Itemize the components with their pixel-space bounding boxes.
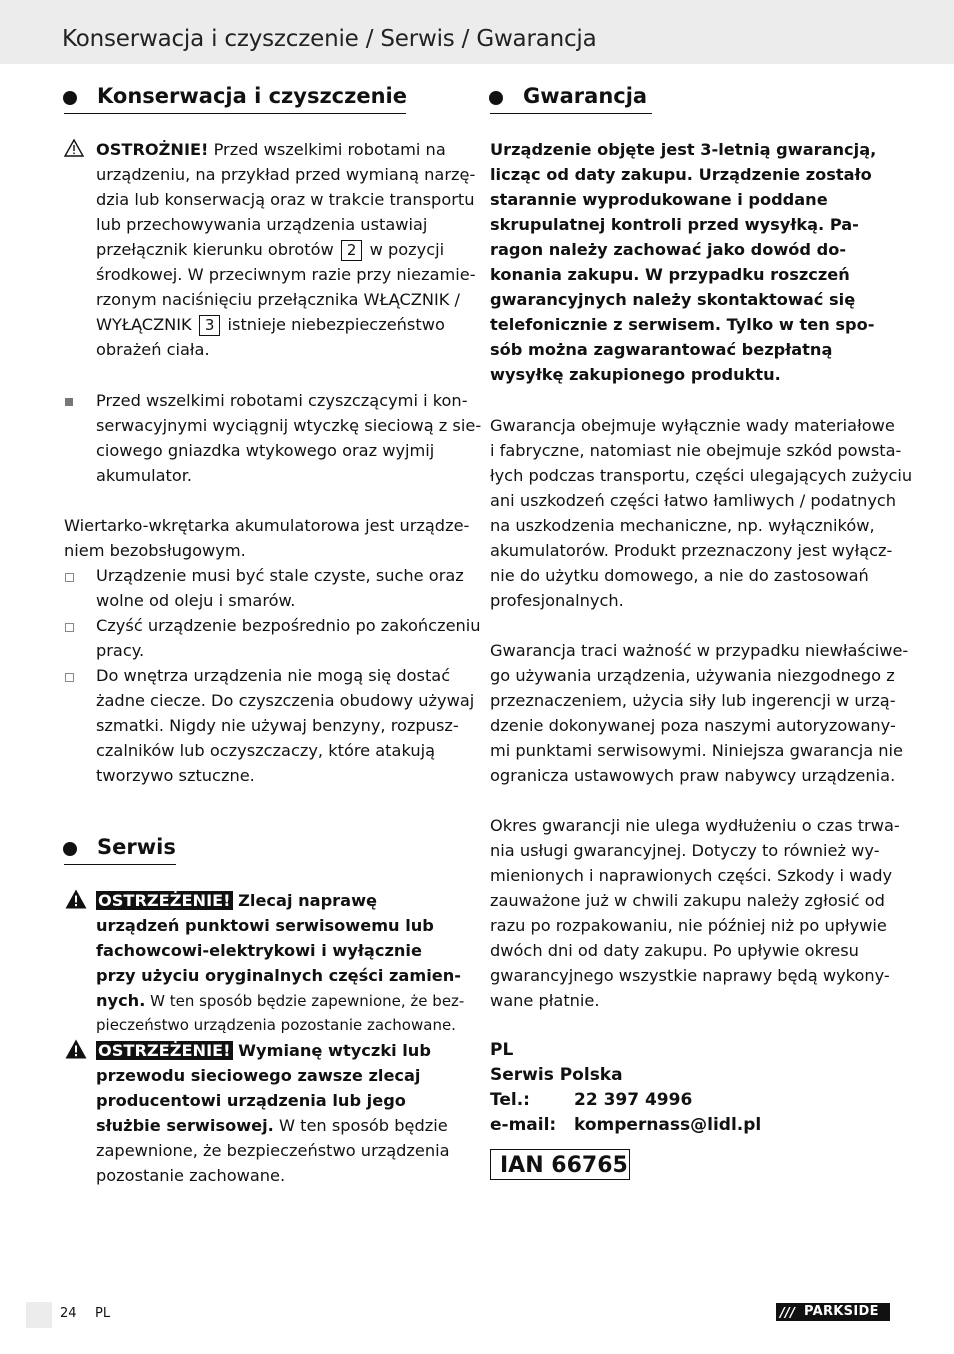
warning-triangle-icon [65,1039,87,1059]
service-contact: PL Serwis Polska Tel.: 22 397 4996 e-mail: kompernass@lidl.pl [490,1040,762,1135]
list-item: Czyść urządzenie bezpośrednio po zakończeniu pracy. [96,616,481,660]
maintenance-heading: Konserwacja i czyszczenie [64,84,406,114]
maintenance-intro: Wiertarko-wkrętarka akumulatorowa jest urządze- niem bezobsługowym. [64,516,470,560]
service-warning-plug: OSTRZEŻENIE! Wymianę wtyczki lub przewodu sieciowego zawsze zlecaj producentowi urządzenia lub jego służbie serwisowej. W ten sposób będzie zapewnione, że bezpieczeństwo urządzenia pozostanie zachowane. [96,1041,450,1185]
warning-label: OSTRZEŻENIE! [98,891,231,910]
unplug-instruction: Przed wszelkimi robotami czyszczącymi i kon- serwacyjnymi wyciągnij wtyczkę sieciową z sie- ciowego gniazdka wtykowego oraz wyjmij akumulator. [96,391,482,485]
square-bullet-icon [65,398,73,406]
service-heading: Serwis [64,835,176,865]
bullet-dot-icon [63,842,77,856]
list-item: Urządzenie musi być stale czyste, suche oraz wolne od oleju i smarów. [96,566,464,610]
page-title: Konserwacja i czyszczenie / Serwis / Gwarancja [62,26,597,52]
page-number: 24 [60,1306,77,1321]
language-code: PL [95,1306,111,1321]
bullet-dot-icon [63,91,77,105]
warranty-period: Okres gwarancji nie ulega wydłużeniu o czas trwa- nia usługi gwarancyjnej. Dotyczy to również wy- mienionych i naprawionych części. Szkody i wady zauważone już w chwili zakupu należy zgłosić od razu po rozpakowaniu, nie później niż po upływie dwóch dni od daty zakupu. Po upływie okresu gwarancyjnego wszystkie naprawy będą wykony- wane płatnie. [490,816,900,1010]
warranty-heading: Gwarancja [490,84,652,114]
ref-number-2: 2 [341,240,363,261]
warranty-coverage: Gwarancja obejmuje wyłącznie wady materiałowe i fabryczne, natomiast nie obejmuje szkód powsta- łych podczas transportu, części ulegających zużyciu ani uszkodzeń części łatwo łamliwych / podatnych na uszkodzenia mechaniczne, np. wyłączników, akumulatorów. Produkt przeznaczony jest wyłącz- nie do użytku domowego, a nie do zastosowań profesjonalnych. [490,416,913,610]
service-warning-repair: OSTRZEŻENIE! Zlecaj naprawę urządzeń punktowi serwisowemu lub fachowcowi-elektrykowi i wyłącznie przy użyciu oryginalnych części zamien- nych. W ten sposób będzie zapewnione, że bez- pieczeństwo urządzenia pozostanie zachowane. [96,891,465,1034]
list-item: Do wnętrza urządzenia nie mogą się dostać żadne ciecze. Do czyszczenia obudowy używaj szmatki. Nigdy nie używaj benzyny, rozpusz- czalników lub oczyszczaczy, które atakują tworzywo sztuczne. [96,666,475,785]
warranty-intro: Urządzenie objęte jest 3-letnią gwarancją, licząc od daty zakupu. Urządzenie zostało starannie wyprodukowane i poddane skrupulatnej kontroli przed wysyłką. Pa- ragon należy zachować jako dowód do- konania zakupu. W przypadku roszczeń gwarancyjnych należy skontaktować się telefonicznie z serwisem. Tylko w ten spo- sób można zagwarantować bezpłatną wysyłkę zakupionego produktu. [490,140,877,384]
warranty-void: Gwarancja traci ważność w przypadku niewłaściwe- go używania urządzenia, używania niezgodnego z przeznaczeniem, użycia siły lub ingerencji w urzą- dzenie dokonywanej poza naszymi autoryzowany- mi punktami serwisowymi. Niniejsza gwarancja nie ogranicza ustawowych praw nabywcy urządzenia. [490,641,909,785]
warning-label: OSTRZEŻENIE! [98,1041,231,1060]
bullet-dot-icon [489,91,503,105]
ref-number-3: 3 [199,315,221,336]
caution-triangle-icon [64,139,84,157]
hollow-bullet-icon [65,673,74,682]
parkside-logo: /// PARKSIDE [776,1303,890,1321]
footer-marker [26,1302,52,1328]
email-link[interactable]: kompernass@lidl.pl [574,1115,762,1135]
warning-triangle-icon [65,889,87,909]
hollow-bullet-icon [65,623,74,632]
hollow-bullet-icon [65,573,74,582]
caution-text: OSTROŻNIE! Przed wszelkimi robotami na urządzeniu, na przykład przed wymianą narzę- dzia lub konserwacją oraz w trakcie transportu lub przechowywania urządzenia ustawiaj przełącznik kierunku obrotów 2 w pozycji środkowej. W przeciwnym razie przy niezamie- rzonym naciśnięciu przełącznika WŁĄCZNIK / WYŁĄCZNIK 3 istnieje niebezpieczeństwo obrażeń ciała. [96,140,476,359]
ian-number: IAN 66765 [490,1149,630,1180]
